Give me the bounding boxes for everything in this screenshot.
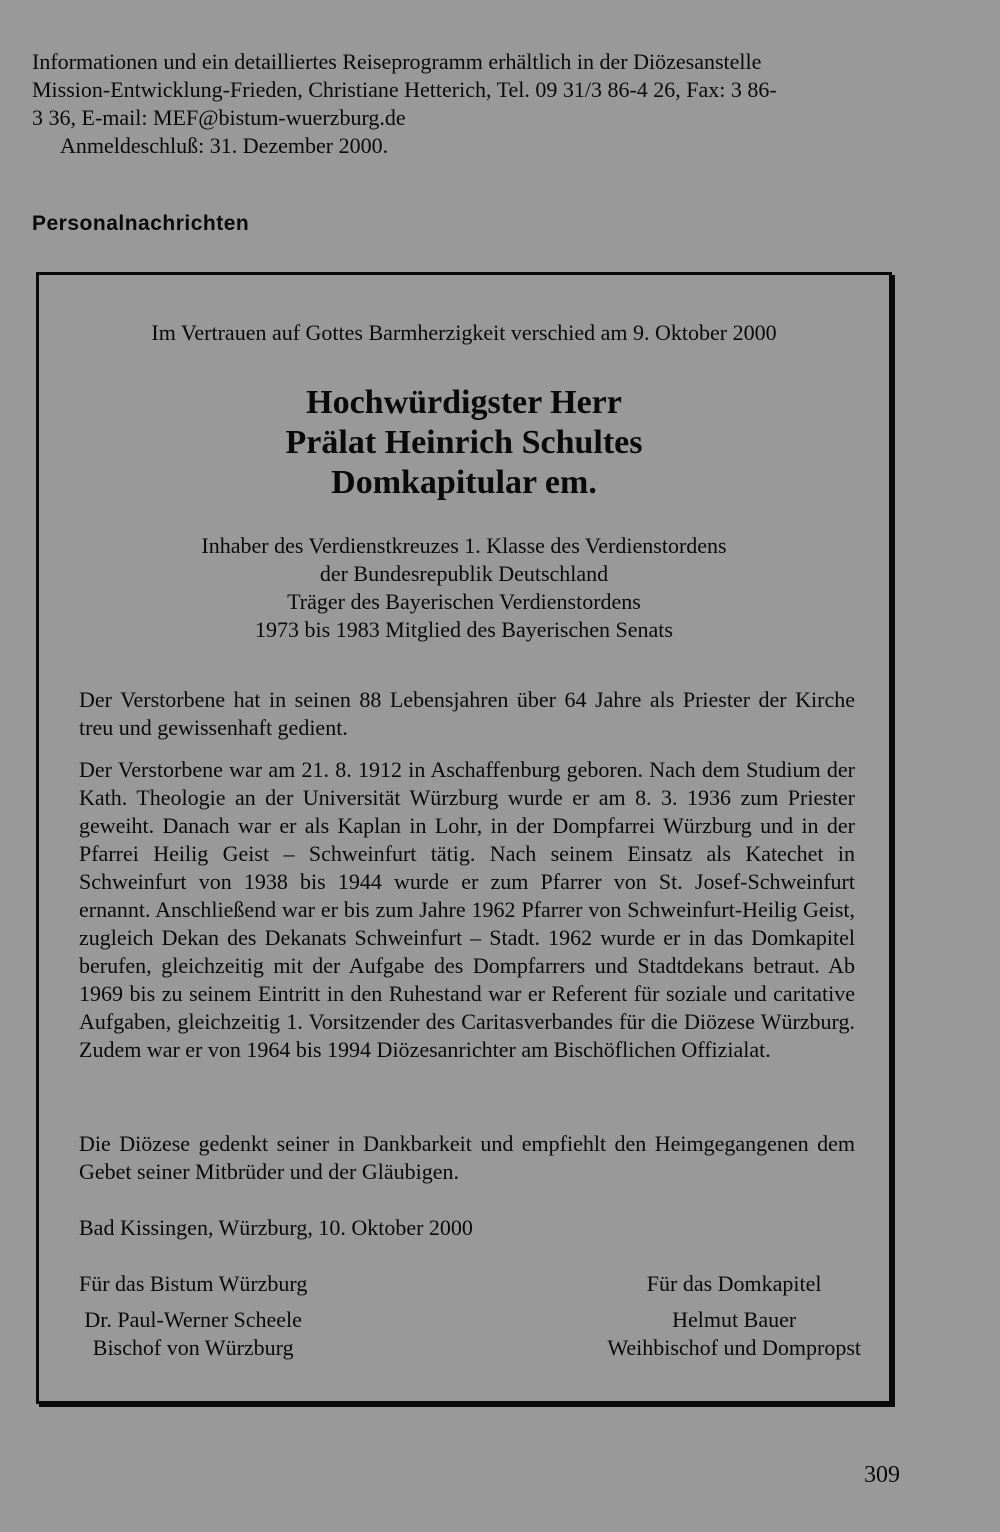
title-line: Prälat Heinrich Schultes [285,424,643,461]
signature-role: Weihbischof und Dompropst [607,1335,861,1360]
paragraph-biography: Der Verstorbene war am 21. 8. 1912 in Aschaffenburg geboren. Nach dem Studium der Kath. Theologie an der Universität Würzburg wurde er am 8. 3. 1936 zum Priester geweiht. Danach war er als Kaplan in Lohr, in der Dompfarrei Würzburg und in der Pfarrei Heilig Geist – Schweinfurt tätig. Nach seinem Einsatz als Katechet in Schweinfurt von 1938 bis 1944 wurde er zum Pfarrer von St. Josef-Schweinfurt ernannt. Anschließend war er bis zum Jahre 1962 Pfarrer von Schweinfurt-Heilig Geist, zugleich Dekan des Dekanats Schweinfurt – Stadt. 1962 wurde er in das Domkapitel berufen, gleichzeitig mit der Aufgabe des Dompfarrers und Stadtdekans betraut. Ab 1969 bis zu seinem Eintritt in den Ruhestand war er Referent für soziale und caritative Aufgaben, gleichzeitig 1. Vorsitzender des Caritasverbandes für die Diözese Würzburg. Zudem war er von 1964 bis 1994 Diözesanrichter am Bischöflichen Offizialat. [79,757,855,1062]
signature-name: Dr. Paul-Werner Scheele [84,1307,302,1332]
signature-org: Für das Bistum Würzburg [79,1271,308,1296]
honor-line: der Bundesrepublik Deutschland [319,561,609,586]
intro-line: Mission-Entwicklung-Frieden, Christiane Hetterich, Tel. 09 31/3 86-4 26, Fax: 3 86- [32,77,777,102]
signature-name: Helmut Bauer [672,1307,797,1332]
paragraph-remembrance: Die Diözese gedenkt seiner in Dankbarkeit und empfiehlt den Heimgegangenen dem Gebet seiner Mitbrüder und der Gläubigen. [79,1131,855,1184]
title-line: Hochwürdigster Herr [306,384,622,421]
obituary-notice [36,272,892,1404]
honor-line: Träger des Bayerischen Verdienstordens [287,589,641,614]
signature-org: Für das Domkapitel [646,1271,822,1296]
notice-title [39,383,889,503]
honor-line: Inhaber des Verdienstkreuzes 1. Klasse des Verdienstordens [201,533,727,558]
signature-role: Bischof von Würzburg [92,1335,294,1360]
paragraph-service: Der Verstorbene hat in seinen 88 Lebensjahren über 64 Jahre als Priester der Kirche treu und gewissenhaft gedient. [79,687,855,740]
page-number: 309 [864,1462,900,1488]
place-date: Bad Kissingen, Würzburg, 10. Oktober 2000 [79,1215,473,1240]
intro-text [32,48,912,160]
intro-line: Anmeldeschluß: 31. Dezember 2000. [60,133,389,158]
intro-line: Informationen und ein detailliertes Reiseprogramm erhältlich in der Diözesanstelle [32,49,762,74]
signature-diocese [79,1270,307,1362]
signature-chapter [607,1270,861,1362]
title-line: Domkapitular em. [331,464,597,501]
intro-line: 3 36, E-mail: MEF@bistum-wuerzburg.de [32,105,406,130]
section-heading: Personalnachrichten [32,212,250,235]
notice-opening: Im Vertrauen auf Gottes Barmherzigkeit verschied am 9. Oktober 2000 [151,320,777,345]
honor-line: 1973 bis 1983 Mitglied des Bayerischen Senats [255,617,673,642]
honors-list [39,532,889,644]
